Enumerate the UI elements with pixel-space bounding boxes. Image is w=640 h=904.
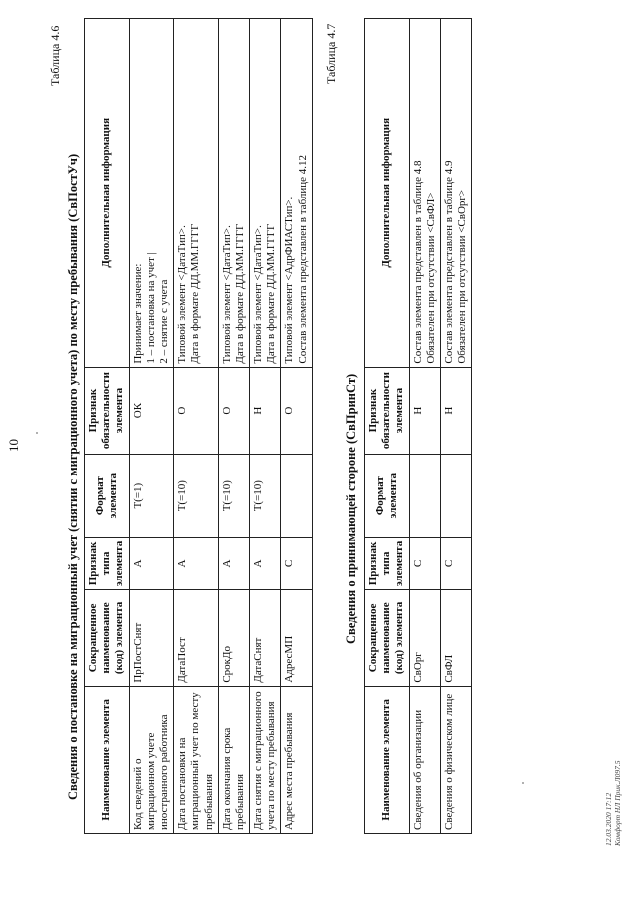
cell-req: О: [218, 367, 249, 454]
column-header: Дополнительная информация: [365, 19, 410, 368]
scan-speck: [36, 432, 38, 434]
column-header: Признак типа элемента: [365, 537, 410, 589]
table-row: [250, 19, 281, 834]
cell-info: Типовой элемент <ДатаТип>. Дата в формате ДД.ММ.ГГГГ: [174, 19, 219, 368]
cell-name: Сведения о физическом лице: [440, 686, 471, 833]
table-4-6-title: Сведения о постановке на миграционный учет (снятии с миграционного учета) по месту пребывания (СвПостУч): [66, 153, 80, 800]
cell-code: ДатаПост: [174, 590, 219, 687]
cell-format: [281, 454, 312, 537]
column-header: Сокращенное наименование (код) элемента: [85, 590, 130, 687]
table-row: [409, 19, 440, 834]
table-4-7-caption: Таблица 4.7: [324, 23, 338, 84]
table-row: [440, 19, 471, 834]
cell-type: А: [129, 537, 174, 589]
cell-req: Н: [440, 367, 471, 454]
cell-info: Типовой элемент <АдрФИАСТип>. Состав элемента представлен в таблице 4.12: [281, 19, 312, 368]
cell-code: ДатаСнят: [250, 590, 281, 687]
table-row: [218, 19, 249, 834]
table-4-6: [84, 18, 313, 834]
table-row: [281, 19, 312, 834]
cell-format: [440, 454, 471, 537]
table-4-7: [364, 18, 472, 834]
column-header: Признак обязательности элемента: [365, 367, 410, 454]
cell-type: С: [409, 537, 440, 589]
column-header: Формат элемента: [85, 454, 130, 537]
table-4-6-caption: Таблица 4.6: [48, 25, 62, 86]
table-header-row: [85, 19, 130, 834]
table-header-row: [365, 19, 410, 834]
cell-type: С: [440, 537, 471, 589]
column-header: Сокращенное наименование (код) элемента: [365, 590, 410, 687]
cell-info: Состав элемента представлен в таблице 4.9 Обязателен при отсутствии <СвОрг>: [440, 19, 471, 368]
cell-type: А: [250, 537, 281, 589]
page-number: 10: [6, 439, 21, 452]
column-header: Наименование элемента: [365, 686, 410, 833]
cell-format: T(=10): [174, 454, 219, 537]
cell-type: А: [218, 537, 249, 589]
cell-code: АдресМП: [281, 590, 312, 687]
cell-name: Сведения об организации: [409, 686, 440, 833]
cell-info: Принимает значение: 1 – постановка на учет | 2 – снятие с учета: [129, 19, 174, 368]
column-header: Признак типа элемента: [85, 537, 130, 589]
column-header: Признак обязательности элемента: [85, 367, 130, 454]
footer-line-1: 12.03.2020 17:12: [604, 792, 613, 846]
table-row: [174, 19, 219, 834]
scan-speck: [522, 782, 524, 784]
column-header: Наименование элемента: [85, 686, 130, 833]
cell-req: ОК: [129, 367, 174, 454]
cell-type: С: [281, 537, 312, 589]
column-header: Формат элемента: [365, 454, 410, 537]
column-header: Дополнительная информация: [85, 19, 130, 368]
cell-format: T(=10): [218, 454, 249, 537]
cell-format: [409, 454, 440, 537]
cell-type: А: [174, 537, 219, 589]
cell-name: Дата постановки на миграционный учет по месту пребывания: [174, 686, 219, 833]
cell-code: СвОрг: [409, 590, 440, 687]
cell-name: Дата снятия с миграционного учета по месту пребывания: [250, 686, 281, 833]
table-4-7-title: Сведения о принимающей стороне (СвПринСт): [344, 373, 358, 644]
cell-name: Дата окончания срока пребывания: [218, 686, 249, 833]
cell-info: Типовой элемент <ДатаТип>. Дата в формате ДД.ММ.ГГГГ: [218, 19, 249, 368]
cell-req: Н: [409, 367, 440, 454]
cell-info: Состав элемента представлен в таблице 4.8 Обязателен при отсутствии <СвФЛ>: [409, 19, 440, 368]
cell-req: О: [174, 367, 219, 454]
cell-name: Адрес места пребывания: [281, 686, 312, 833]
cell-req: Н: [250, 367, 281, 454]
cell-req: О: [281, 367, 312, 454]
cell-code: ПрПостСнят: [129, 590, 174, 687]
footer-line-2: Комфорт НЛ Прик.Л097.5: [613, 760, 623, 846]
cell-code: СвФЛ: [440, 590, 471, 687]
table-row: [129, 19, 174, 834]
cell-code: СрокДо: [218, 590, 249, 687]
footer-stamp: [604, 761, 623, 847]
cell-name: Код сведений о миграционном учете иностранного работника: [129, 686, 174, 833]
cell-info: Типовой элемент <ДатаТип>. Дата в формате ДД.ММ.ГГГГ: [250, 19, 281, 368]
cell-format: Т(=1): [129, 454, 174, 537]
cell-format: T(=10): [250, 454, 281, 537]
